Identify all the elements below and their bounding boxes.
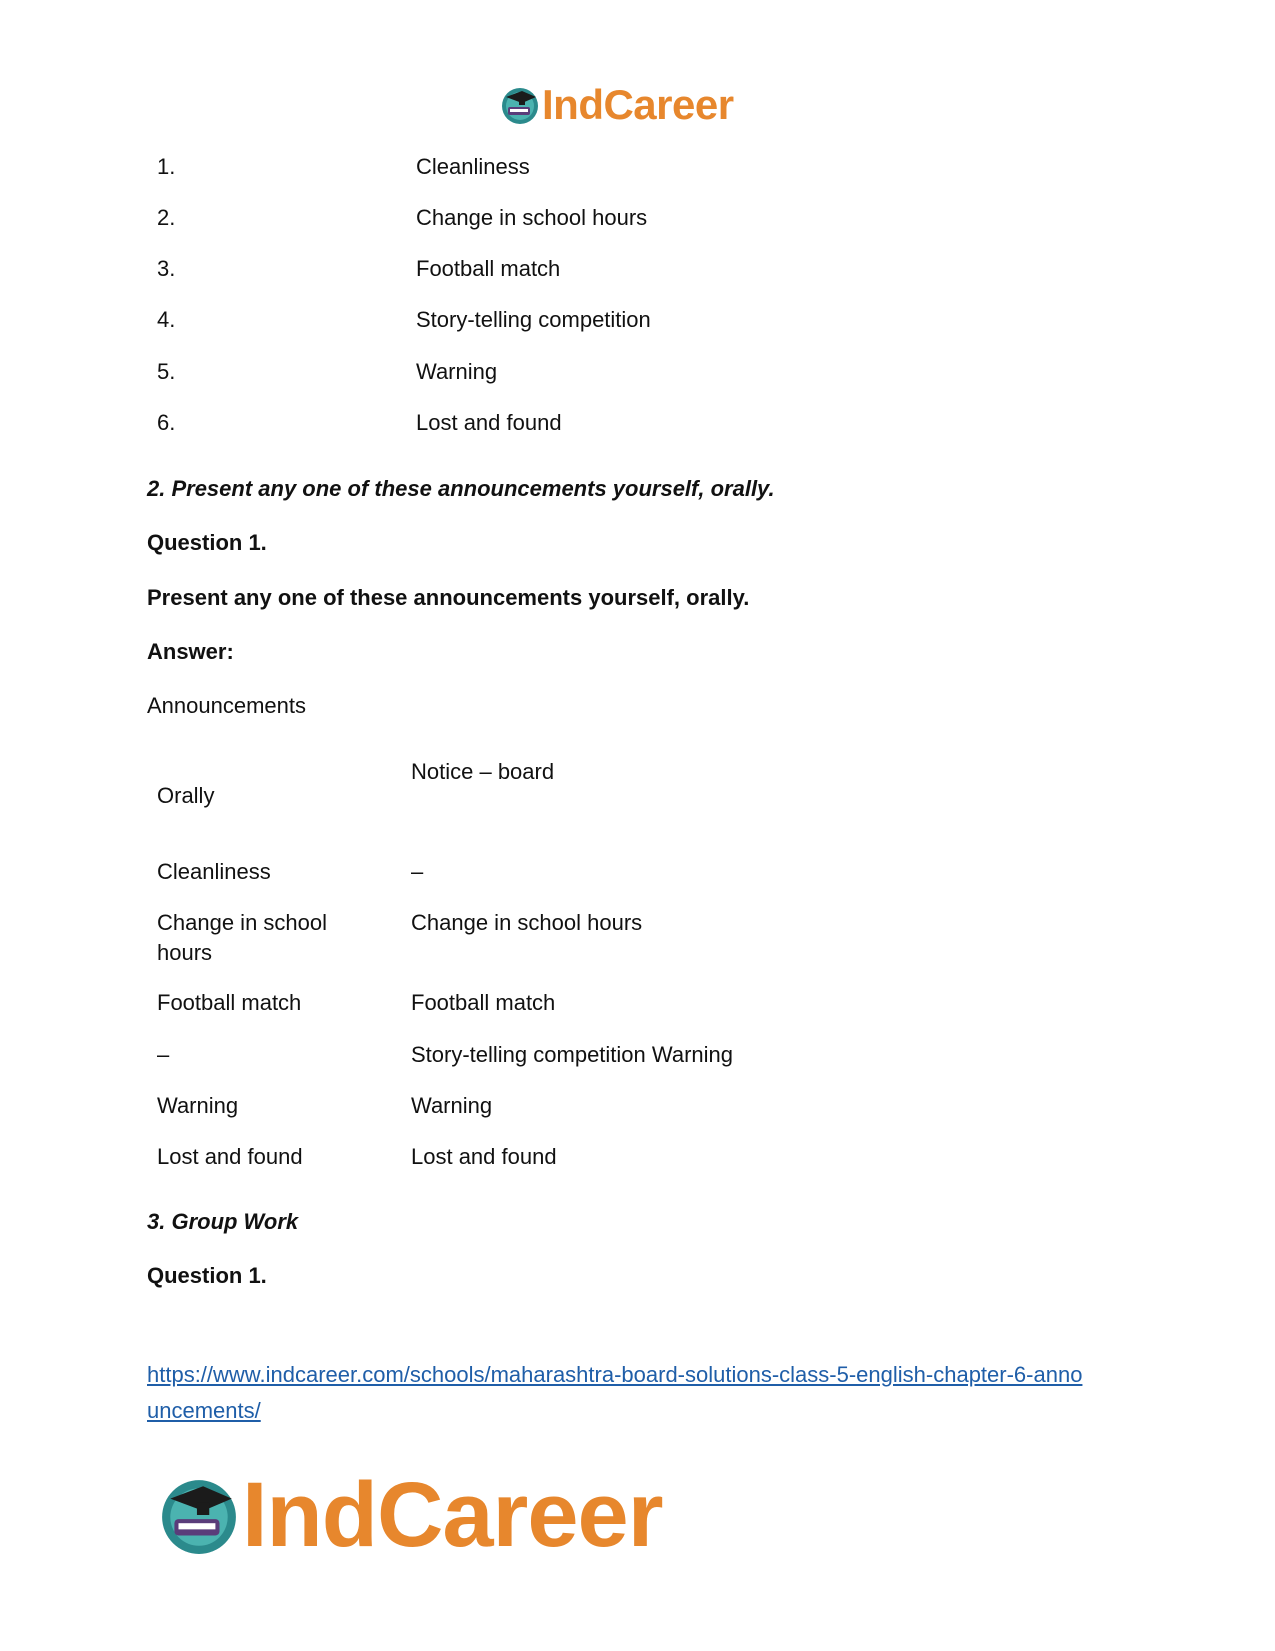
table-cell: hours bbox=[157, 940, 213, 965]
list-number: 4. bbox=[157, 307, 176, 332]
section-heading: 2. Present any one of these announcements yourself, orally. bbox=[147, 476, 775, 501]
logo-wordmark: IndCareer bbox=[242, 1464, 663, 1566]
table-cell: Warning bbox=[157, 1093, 239, 1118]
table-cell: Cleanliness bbox=[157, 859, 271, 884]
table-header-notice-board: Notice – board bbox=[411, 759, 555, 784]
list-item: Lost and found bbox=[416, 410, 562, 435]
logo-wordmark: IndCareer bbox=[542, 81, 734, 128]
answer-label: Answer: bbox=[147, 639, 234, 664]
source-link-line2[interactable]: uncements/ bbox=[147, 1398, 261, 1423]
question-label: Question 1. bbox=[147, 1263, 267, 1288]
table-cell: Change in school hours bbox=[411, 910, 643, 935]
footer-logo bbox=[158, 1465, 698, 1565]
list-number: 1. bbox=[157, 154, 176, 179]
question-label: Question 1. bbox=[147, 530, 267, 555]
table-header-orally: Orally bbox=[157, 783, 215, 808]
list-item: Football match bbox=[416, 256, 561, 281]
table-cell: Story-telling competition Warning bbox=[411, 1042, 733, 1067]
table-cell: Football match bbox=[411, 990, 556, 1015]
table-cell: Football match bbox=[157, 990, 302, 1015]
list-item: Story-telling competition bbox=[416, 307, 651, 332]
table-cell: Warning bbox=[411, 1093, 493, 1118]
question-text: Present any one of these announcements yourself, orally. bbox=[147, 585, 750, 610]
table-cell: Change in school bbox=[157, 910, 328, 935]
graduation-cap-book-globe-icon bbox=[500, 85, 540, 125]
list-number: 2. bbox=[157, 205, 176, 230]
list-number: 3. bbox=[157, 256, 176, 281]
graduation-cap-book-globe-icon bbox=[158, 1474, 240, 1556]
table-cell: Lost and found bbox=[157, 1144, 303, 1169]
list-item: Change in school hours bbox=[416, 205, 648, 230]
answer-intro: Announcements bbox=[147, 693, 306, 718]
table-cell: – bbox=[411, 859, 424, 884]
table-cell: – bbox=[157, 1042, 170, 1067]
header-logo bbox=[500, 80, 780, 130]
source-link-line1[interactable]: https://www.indcareer.com/schools/maharashtra-board-solutions-class-5-english-chapter-6-anno bbox=[147, 1362, 1083, 1387]
table-cell: Lost and found bbox=[411, 1144, 557, 1169]
list-item: Warning bbox=[416, 359, 498, 384]
source-link[interactable] bbox=[147, 1357, 1082, 1429]
list-number: 5. bbox=[157, 359, 176, 384]
list-item: Cleanliness bbox=[416, 154, 530, 179]
list-number: 6. bbox=[157, 410, 176, 435]
section-heading: 3. Group Work bbox=[147, 1209, 299, 1234]
